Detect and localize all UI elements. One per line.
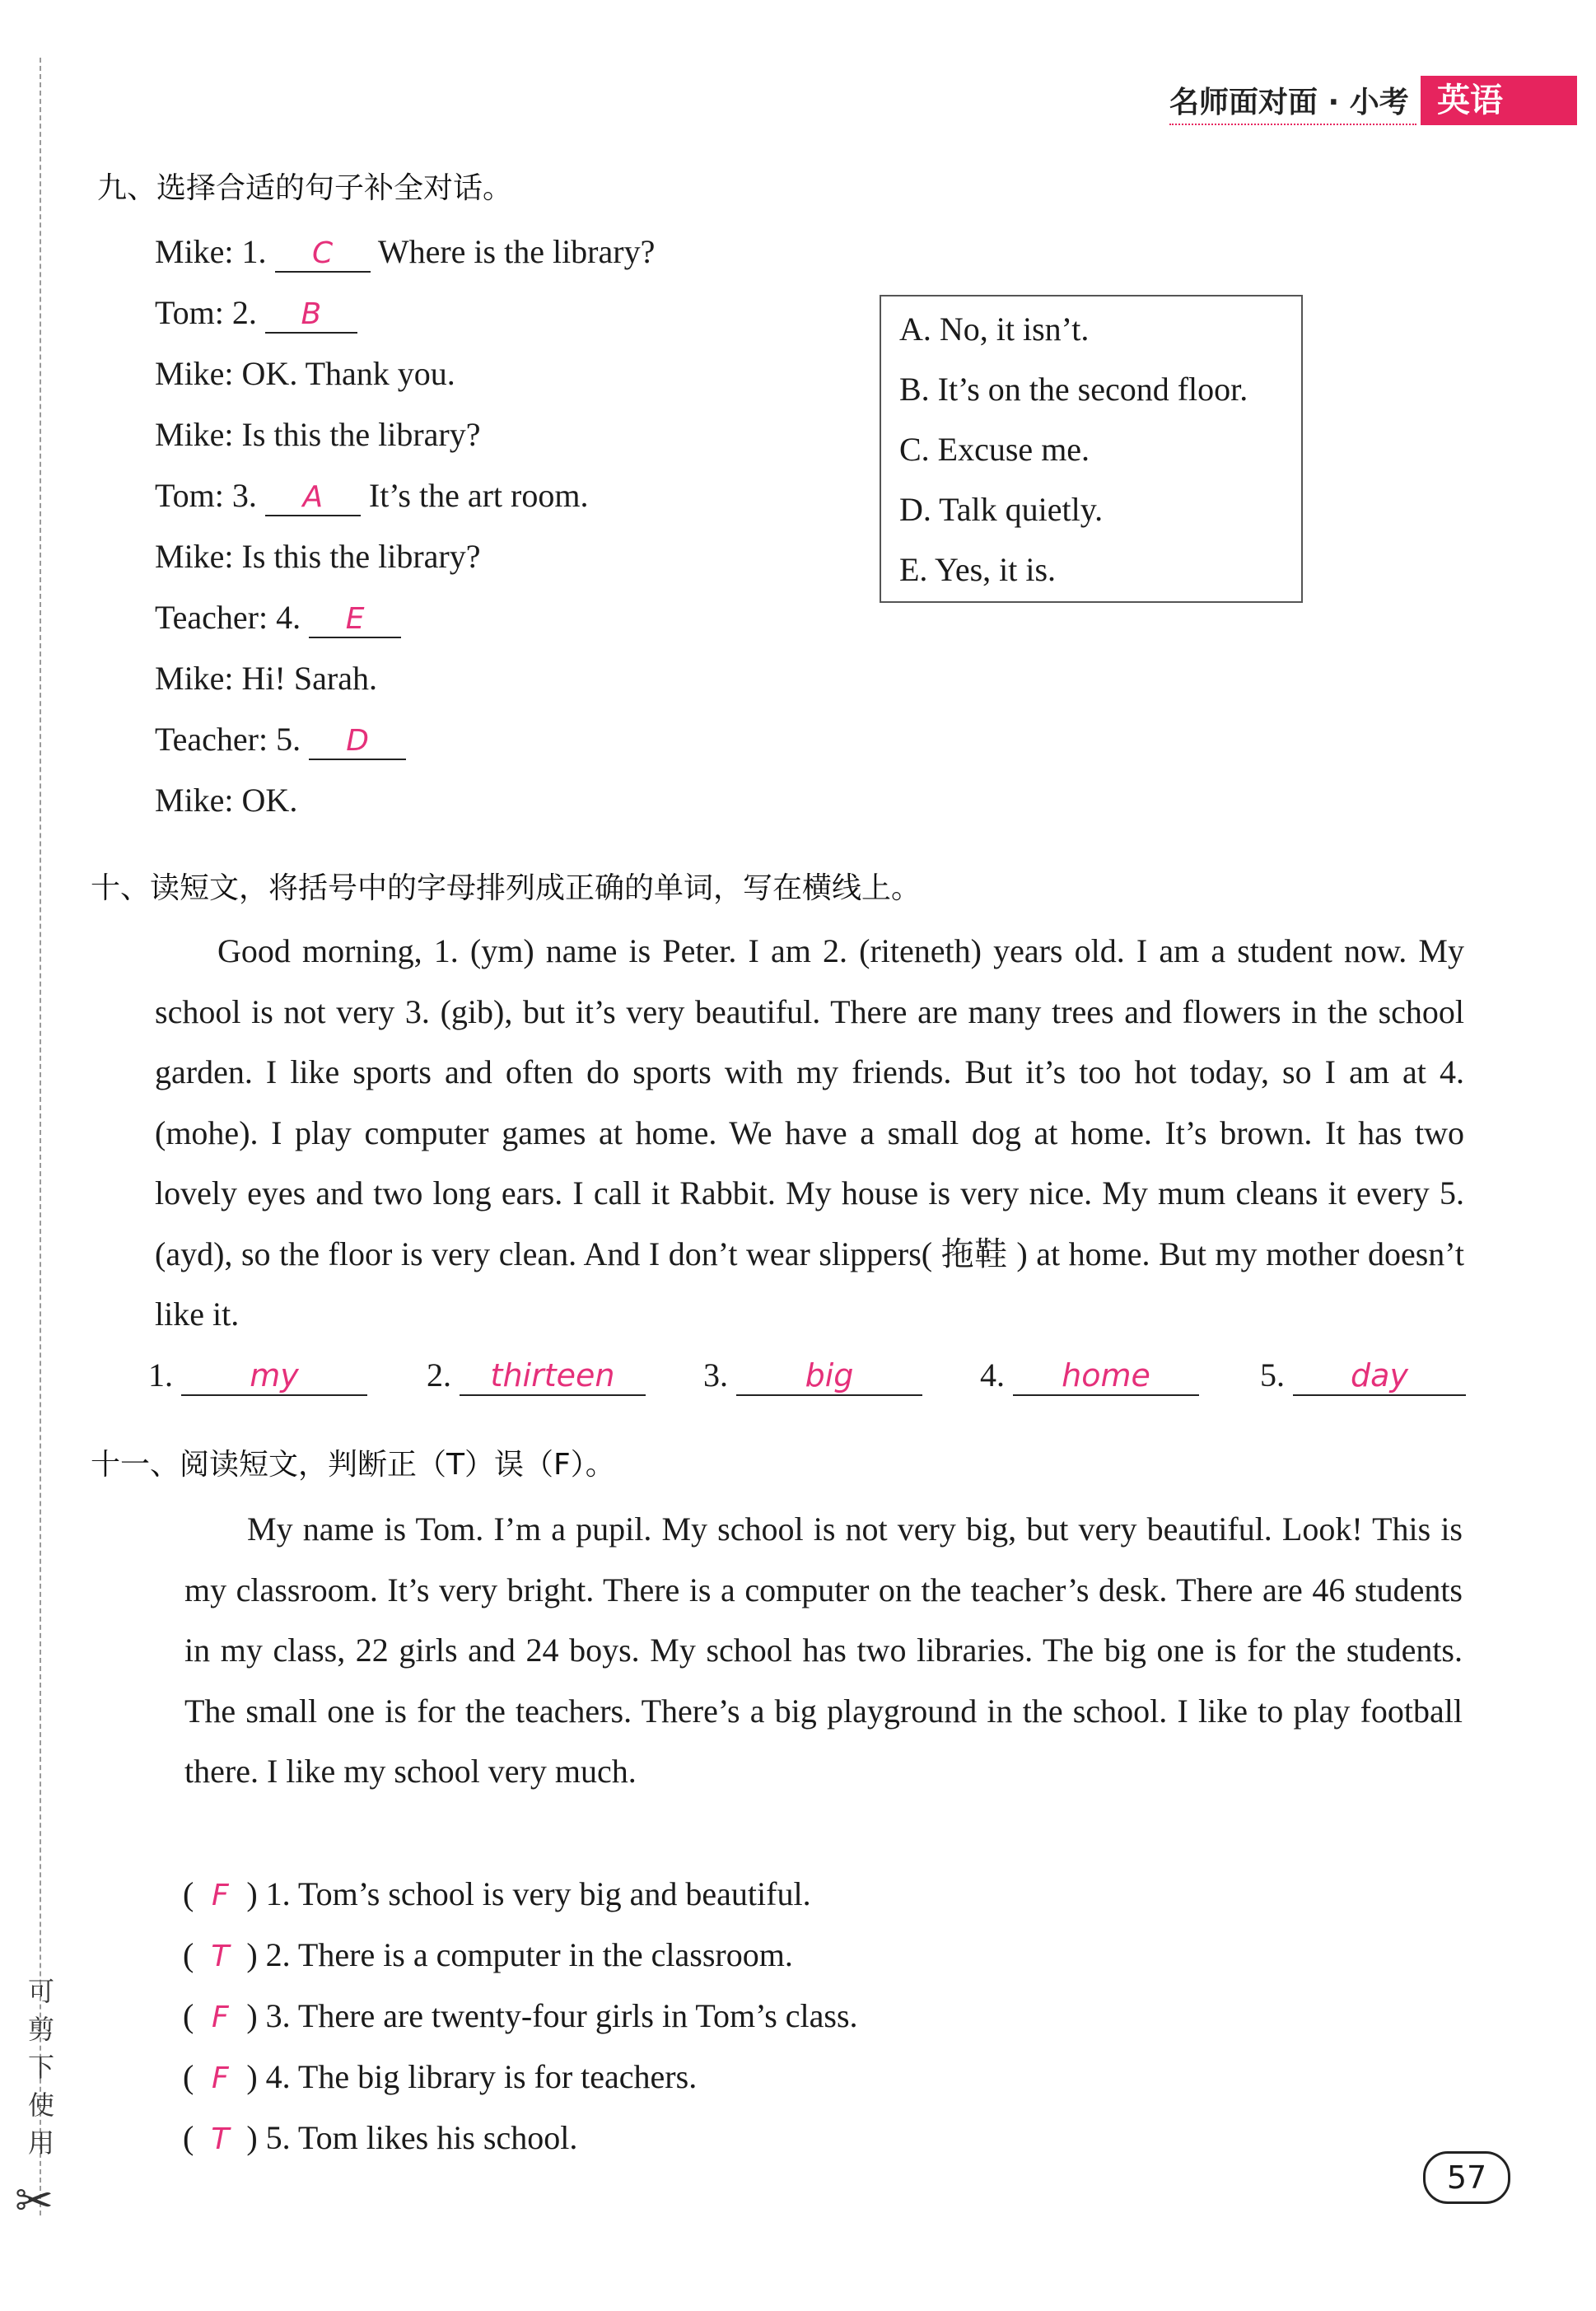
section-9-title: 九、选择合适的句子补全对话。 [97,171,513,205]
tf-item-1: ( F ) 1. Tom’s school is very big and beautiful. [183,1875,811,1912]
answer-blank-2[interactable]: B [265,293,357,334]
dialogue-line-2: Tom: 2. B [155,293,357,334]
header-divider [1169,124,1416,125]
options-box [880,295,1303,603]
dialogue-line-5: Tom: 3. A It’s the art room. [155,476,588,516]
tf-answer-1[interactable]: F [211,1879,229,1912]
page-number: 57 [1423,2151,1510,2204]
book-series-title: 名师面对面 · 小考 [1169,86,1409,119]
word-blank-1[interactable]: my [181,1356,367,1396]
tf-answer-2[interactable]: T [211,1940,230,1973]
tf-answer-3[interactable]: F [211,2001,229,2034]
answer-blank-5[interactable]: D [309,720,406,760]
tf-item-4: ( F ) 4. The big library is for teachers. [183,2058,698,2095]
tf-item-5: ( T ) 5. Tom likes his school. [183,2119,578,2156]
tf-answer-5[interactable]: T [211,2122,230,2156]
answer-blank-3[interactable]: A [265,476,361,516]
subject-badge: 英语 [1421,76,1577,125]
tf-answer-4[interactable]: F [211,2061,229,2095]
word-blank-3[interactable]: big [736,1356,922,1396]
option-b: B. It’s on the second floor. [899,371,1248,408]
word-blank-2[interactable]: thirteen [460,1356,646,1396]
dialogue-line-9: Teacher: 5. D [155,720,406,760]
dialogue-line-1: Mike: 1. C Where is the library? [155,232,655,273]
word-answer-3: 3. big [703,1356,922,1396]
scissors-icon: ✂ [15,2176,54,2227]
word-answer-5: 5. day [1260,1356,1466,1396]
section-10-passage: Good morning, 1. (ym) name is Peter. I am 2. (riteneth) years old. I am a student now. My school is not very 3. (gib), but it’s very beautiful. There are many trees and flowers in the school garden. I like sports and often do sports with my friends. But it’s too hot today, so I am at 4. (mohe). I play computer games at home. We have a small dog at home. It’s brown. It has two lovely eyes and two long ears. I call it Rabbit. My house is very nice. My mum cleans it every 5. (ayd), so the floor is very clean. And I don’t wear slippers( 拖鞋 ) at home. But my mother doesn’t like it. [155,932,1464,1333]
word-answer-1: 1. my [148,1356,367,1396]
option-d: D. Talk quietly. [899,491,1104,528]
option-e: E. Yes, it is. [899,551,1057,588]
word-answer-2: 2. thirteen [427,1356,646,1396]
option-a: A. No, it isn’t. [899,310,1090,348]
word-blank-4[interactable]: home [1013,1356,1199,1396]
cut-here-label: 可 剪 下 使 用 [27,1976,54,2159]
word-answer-4: 4. home [980,1356,1199,1396]
dialogue-line-6: Mike: Is this the library? [155,538,481,575]
section-11-title: 十一、阅读短文，判断正（T）误（F）。 [91,1448,615,1482]
tf-item-3: ( F ) 3. There are twenty-four girls in Tom’s class. [183,1997,858,2034]
option-c: C. Excuse me. [899,431,1090,468]
dialogue-line-7: Teacher: 4. E [155,598,401,638]
word-blank-5[interactable]: day [1293,1356,1466,1396]
section-10-title: 十、读短文，将括号中的字母排列成正确的单词，写在横线上。 [91,871,922,905]
section-11-passage: My name is Tom. I’m a pupil. My school is not very big, but very beautiful. Look! This is my classroom. It’s very bright. There is a computer on the teacher’s desk. There are 46 students in my class, 22 girls and 24 boys. My school has two libraries. The big one is for the students. The small one is for the teachers. There’s a big playground in the school. I like to play football there. I like my school very much. [184,1510,1463,1790]
dialogue-line-3: Mike: OK. Thank you. [155,355,455,392]
answer-blank-4[interactable]: E [309,598,401,638]
cut-line [40,58,41,2215]
dialogue-line-10: Mike: OK. [155,782,298,819]
dialogue-line-4: Mike: Is this the library? [155,416,481,453]
dialogue-line-8: Mike: Hi! Sarah. [155,660,377,697]
answer-blank-1[interactable]: C [275,232,371,273]
tf-item-2: ( T ) 2. There is a computer in the classroom. [183,1936,793,1973]
